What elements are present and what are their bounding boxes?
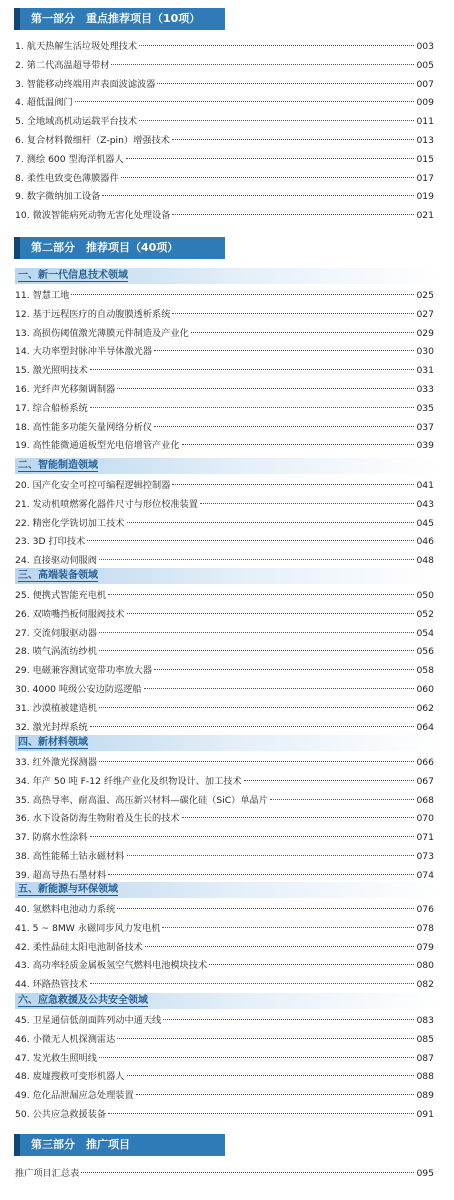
entry-title: 年产 50 吨 F-12 纤维产业化及织物设计、加工技术 — [32, 775, 242, 787]
entry-page-number: 007 — [416, 78, 434, 90]
entry-page-number: 064 — [416, 721, 434, 733]
dot-leader — [154, 669, 414, 670]
category-header — [15, 993, 439, 1009]
entry-title: 柔性晶硅太阳电池制备技术 — [32, 941, 143, 953]
entry-page-number: 046 — [416, 536, 434, 548]
entry-page-number: 073 — [416, 851, 434, 862]
toc-entry[interactable] — [15, 76, 434, 94]
dot-leader — [163, 1019, 414, 1020]
dot-leader — [139, 120, 414, 121]
entry-title: 高性能多功能矢量网络分析仪 — [32, 421, 153, 433]
entry-title: 智慧工地 — [32, 290, 70, 301]
dot-leader — [71, 294, 414, 295]
dot-leader — [111, 64, 414, 65]
toc-entry[interactable] — [15, 1050, 434, 1068]
entry-number: 2. — [15, 59, 24, 71]
dot-leader — [157, 83, 414, 84]
entry-page-number: 009 — [416, 97, 434, 109]
entry-title: 光纤声光移频调制器 — [32, 384, 116, 395]
toc-entry[interactable] — [15, 810, 434, 828]
dot-leader — [154, 350, 414, 351]
dot-leader — [200, 503, 414, 504]
toc-entry[interactable] — [15, 1031, 434, 1049]
entry-title: 超高导热石墨材料 — [32, 869, 107, 881]
dot-leader — [144, 688, 415, 689]
part-header-label: 第二部分 推荐项目（40项） — [31, 241, 179, 254]
entry-title: 综合船桥系统 — [32, 402, 88, 414]
entry-number: 26. — [15, 608, 30, 620]
entry-number: 35. — [15, 794, 30, 806]
entry-title: 红外激光探测器 — [32, 757, 97, 768]
entry-title: 推广项目汇总表 — [15, 1168, 80, 1179]
dot-leader — [99, 650, 415, 651]
entry-title: 便携式智能充电机 — [32, 590, 107, 601]
entry-page-number: 088 — [416, 1071, 434, 1083]
dot-leader — [182, 817, 415, 818]
category-header — [15, 458, 439, 474]
toc-entry[interactable] — [15, 306, 434, 324]
entry-title: 电磁兼容测试宽带功率放大器 — [32, 665, 153, 677]
toc-entry[interactable] — [15, 939, 434, 957]
entry-title: 交流伺服驱动器 — [32, 627, 97, 639]
dot-leader — [172, 214, 414, 215]
entry-page-number: 054 — [416, 627, 434, 639]
entry-number: 9. — [15, 191, 24, 203]
entry-page-number: 095 — [416, 1168, 434, 1179]
entry-title: 超低温阀门 — [26, 97, 73, 109]
entry-number: 19. — [15, 440, 30, 452]
toc-entry[interactable] — [15, 643, 434, 661]
entry-number: 38. — [15, 851, 30, 862]
entry-number: 12. — [15, 308, 30, 320]
toc-entry[interactable] — [15, 151, 434, 169]
toc-entry[interactable] — [15, 113, 434, 131]
entry-title: 高损伤阈值激光薄膜元件制造及产业化 — [32, 327, 189, 339]
dot-leader — [108, 594, 414, 595]
category-label: 三、高端装备领域 — [18, 570, 98, 581]
entry-title: 小微无人机探测雷达 — [32, 1033, 116, 1045]
toc-entry[interactable] — [15, 170, 434, 188]
entry-title: 沙漠植被建造机 — [32, 702, 97, 714]
toc-entry[interactable] — [15, 207, 434, 225]
dot-leader — [90, 836, 415, 837]
entry-number: 44. — [15, 979, 30, 991]
entry-number: 47. — [15, 1052, 30, 1064]
entry-title: 喷气涡流纺纱机 — [32, 646, 97, 658]
toc-entry[interactable] — [15, 533, 434, 551]
entry-title: 数字微纳加工设备 — [26, 191, 101, 203]
entry-number: 29. — [15, 665, 30, 677]
entry-page-number: 017 — [416, 172, 434, 184]
dot-leader — [127, 522, 415, 523]
entry-number: 43. — [15, 960, 30, 972]
entry-number: 32. — [15, 721, 30, 733]
entry-number: 30. — [15, 684, 30, 695]
dot-leader — [182, 444, 415, 445]
header-accent-block — [14, 1134, 20, 1156]
entry-title: 防腐水性涂料 — [32, 832, 88, 844]
entry-page-number: 070 — [416, 813, 434, 825]
entry-page-number: 011 — [416, 116, 434, 128]
entry-number: 42. — [15, 941, 30, 953]
dot-leader — [99, 1057, 415, 1058]
entry-title: 智能移动终端用声表面波滤波器 — [26, 78, 156, 90]
category-header — [15, 268, 439, 284]
toc-entry[interactable] — [15, 848, 434, 866]
entry-page-number: 062 — [416, 702, 434, 714]
dot-leader — [75, 101, 415, 102]
toc-entry[interactable] — [15, 515, 434, 533]
entry-page-number: 068 — [416, 794, 434, 806]
entry-page-number: 029 — [416, 327, 434, 339]
entry-title: 5 ~ 8MW 永磁同步风力发电机 — [32, 922, 161, 934]
entry-title: 卫星通信低剖面阵列动中通天线 — [32, 1015, 162, 1026]
entry-page-number: 019 — [416, 191, 434, 203]
entry-title: 微波智能病死动物无害化处理设备 — [32, 210, 171, 222]
toc-entry[interactable] — [15, 920, 434, 938]
dot-leader — [102, 195, 414, 196]
entry-page-number: 031 — [416, 365, 434, 377]
entry-number: 46. — [15, 1033, 30, 1045]
entry-number: 3. — [15, 78, 24, 90]
dot-leader — [127, 613, 415, 614]
category-label: 二、智能制造领域 — [18, 460, 98, 471]
entry-page-number: 078 — [416, 922, 434, 934]
entry-page-number: 015 — [416, 153, 434, 165]
entry-page-number: 085 — [416, 1033, 434, 1045]
dot-leader — [127, 1075, 415, 1076]
entry-title: 发动机喷燃雾化器件尺寸与形位校准装置 — [32, 498, 198, 510]
entry-title: 激光封焊系统 — [32, 721, 88, 733]
dot-leader — [127, 855, 415, 856]
entry-number: 39. — [15, 869, 30, 881]
entry-page-number: 048 — [416, 555, 434, 567]
entry-page-number: 027 — [416, 308, 434, 320]
dot-leader — [117, 1038, 414, 1039]
entry-title: 双喷嘴挡板伺服阀技术 — [32, 608, 125, 620]
dot-leader — [154, 426, 414, 427]
toc-entry[interactable] — [15, 754, 434, 772]
toc-entry[interactable] — [15, 325, 434, 343]
entry-number: 10. — [15, 210, 30, 222]
entry-number: 31. — [15, 702, 30, 714]
toc-entry[interactable] — [15, 132, 434, 150]
entry-title: 基于远程医疗的自动腹膜透析系统 — [32, 308, 171, 320]
header-accent-block — [14, 237, 20, 259]
entry-title: 高功率轻质金属板氢空气燃料电池模块技术 — [32, 960, 208, 972]
dot-leader — [117, 908, 414, 909]
category-label: 五、新能源与环保领域 — [18, 884, 118, 895]
dot-leader — [244, 780, 415, 781]
dot-leader — [209, 964, 414, 965]
entry-number: 48. — [15, 1071, 30, 1083]
entry-title: 航天热解生活垃圾处理技术 — [26, 41, 138, 52]
entry-number: 28. — [15, 646, 30, 658]
toc-entry[interactable] — [15, 625, 434, 643]
entry-number: 50. — [15, 1109, 30, 1120]
entry-number: 11. — [15, 290, 30, 301]
toc-entry[interactable] — [15, 400, 434, 418]
entry-title: 废墟搜救可变形机器人 — [32, 1071, 125, 1083]
entry-number: 22. — [15, 517, 30, 529]
dot-leader — [172, 484, 414, 485]
entry-page-number: 043 — [416, 498, 434, 510]
toc-entry[interactable] — [15, 381, 434, 399]
entry-number: 23. — [15, 536, 30, 548]
entry-page-number: 039 — [416, 440, 434, 452]
category-header — [15, 735, 439, 751]
toc-entry[interactable] — [15, 94, 434, 112]
toc-entry[interactable] — [15, 496, 434, 514]
toc-entry[interactable] — [15, 606, 434, 624]
entry-number: 41. — [15, 922, 30, 934]
dot-leader — [87, 540, 414, 541]
entry-title: 高性能微通道板型光电倍增管产业化 — [32, 440, 180, 452]
entry-title: 全地域高机动运载平台技术 — [26, 116, 138, 128]
toc-entry[interactable] — [15, 343, 434, 361]
toc-entry[interactable] — [15, 1165, 434, 1183]
dot-leader — [117, 388, 414, 389]
toc-entry[interactable] — [15, 188, 434, 206]
part-three-header — [15, 1134, 225, 1156]
entry-number: 33. — [15, 757, 30, 768]
entry-title: 第二代高温超导带材 — [26, 59, 110, 71]
entry-number: 13. — [15, 327, 30, 339]
entry-number: 18. — [15, 421, 30, 433]
part-one-header — [15, 8, 225, 30]
entry-title: 3D 打印技术 — [32, 536, 86, 548]
entry-number: 40. — [15, 904, 30, 915]
dot-leader — [191, 332, 415, 333]
toc-entry[interactable] — [15, 57, 434, 75]
dot-leader — [99, 559, 415, 560]
entry-title: 危化品泄漏应急处理装置 — [32, 1090, 134, 1102]
entry-number: 27. — [15, 627, 30, 639]
entry-title: 发光救生照明线 — [32, 1052, 97, 1064]
toc-entry[interactable] — [15, 901, 434, 919]
dot-leader — [99, 707, 415, 708]
toc-entry[interactable] — [15, 287, 434, 305]
entry-page-number: 037 — [416, 421, 434, 433]
entry-page-number: 003 — [416, 41, 434, 52]
entry-page-number: 025 — [416, 290, 434, 301]
dot-leader — [172, 313, 414, 314]
entry-title: 高性能稀土钴永磁材料 — [32, 851, 125, 862]
toc-entry[interactable] — [15, 362, 434, 380]
dot-leader — [90, 726, 415, 727]
entry-number: 20. — [15, 480, 30, 491]
part-header-label: 第三部分 推广项目 — [31, 1138, 130, 1151]
entry-number: 5. — [15, 116, 24, 128]
entry-number: 21. — [15, 498, 30, 510]
entry-title: 国产化安全可控可编程逻辑控制器 — [32, 480, 171, 491]
entry-number: 7. — [15, 153, 24, 165]
category-label: 四、新材料领域 — [18, 737, 88, 748]
dot-leader — [136, 1094, 415, 1095]
category-label: 一、新一代信息技术领域 — [18, 270, 128, 281]
toc-entry[interactable] — [15, 829, 434, 847]
entry-page-number: 045 — [416, 517, 434, 529]
toc-entry[interactable] — [15, 587, 434, 605]
toc-entry[interactable] — [15, 719, 434, 737]
entry-page-number: 089 — [416, 1090, 434, 1102]
toc-entry[interactable] — [15, 700, 434, 718]
category-header — [15, 568, 439, 584]
dot-leader — [99, 761, 415, 762]
entry-title: 环路热管技术 — [32, 979, 88, 991]
entry-page-number: 033 — [416, 384, 434, 395]
entry-title: 柔性电致变色薄膜器件 — [26, 172, 119, 184]
toc-entry[interactable] — [15, 1087, 434, 1105]
entry-page-number: 041 — [416, 480, 434, 491]
entry-page-number: 082 — [416, 979, 434, 991]
dot-leader — [121, 177, 415, 178]
dot-leader — [90, 369, 415, 370]
entry-page-number: 060 — [416, 684, 434, 695]
entry-page-number: 066 — [416, 757, 434, 768]
toc-entry[interactable] — [15, 38, 434, 56]
entry-title: 测绘 600 型海洋机器人 — [26, 153, 124, 165]
toc-entry[interactable] — [15, 1068, 434, 1086]
entry-number: 8. — [15, 172, 24, 184]
entry-title: 精密化学铣切加工技术 — [32, 517, 125, 529]
toc-entry[interactable] — [15, 792, 434, 810]
toc-entry[interactable] — [15, 437, 434, 455]
entry-number: 36. — [15, 813, 30, 825]
toc-entry[interactable] — [15, 681, 434, 699]
part-two-header — [15, 237, 225, 259]
entry-number: 34. — [15, 775, 30, 787]
entry-number: 25. — [15, 590, 30, 601]
entry-page-number: 056 — [416, 646, 434, 658]
entry-page-number: 030 — [416, 346, 434, 358]
entry-page-number: 080 — [416, 960, 434, 972]
entry-page-number: 071 — [416, 832, 434, 844]
toc-entry[interactable] — [15, 1012, 434, 1030]
entry-title: 直接驱动伺服阀 — [32, 555, 97, 567]
dot-leader — [90, 407, 415, 408]
entry-page-number: 013 — [416, 135, 434, 146]
dot-leader — [145, 946, 415, 947]
dot-leader — [162, 927, 414, 928]
dot-leader — [81, 1172, 414, 1173]
entry-title: 4000 吨级公安边防巡逻船 — [32, 684, 142, 695]
entry-number: 1. — [15, 41, 24, 52]
entry-number: 37. — [15, 832, 30, 844]
entry-number: 17. — [15, 402, 30, 414]
entry-page-number: 076 — [416, 904, 434, 915]
entry-title: 高热导率、耐高温、高压新兴材料—碳化硅（SiC）单晶片 — [32, 794, 268, 806]
entry-page-number: 005 — [416, 59, 434, 71]
entry-page-number: 052 — [416, 608, 434, 620]
entry-page-number: 058 — [416, 665, 434, 677]
entry-page-number: 087 — [416, 1052, 434, 1064]
toc-entry[interactable] — [15, 419, 434, 437]
header-accent-block — [14, 8, 20, 30]
entry-number: 6. — [15, 135, 24, 146]
entry-page-number: 035 — [416, 402, 434, 414]
entry-page-number: 074 — [416, 869, 434, 881]
entry-page-number: 083 — [416, 1015, 434, 1026]
toc-entry[interactable] — [15, 957, 434, 975]
category-header — [15, 882, 439, 898]
entry-page-number: 091 — [416, 1109, 434, 1120]
dot-leader — [172, 139, 415, 140]
dot-leader — [99, 632, 415, 633]
entry-number: 24. — [15, 555, 30, 567]
entry-number: 14. — [15, 346, 30, 358]
entry-title: 大功率塑封脉冲半导体激光器 — [32, 346, 153, 358]
dot-leader — [108, 1113, 414, 1114]
category-label: 六、应急救援及公共安全领域 — [18, 995, 148, 1006]
part-header-label: 第一部分 重点推荐项目（10项） — [31, 12, 201, 25]
entry-title: 水下设备防海生物附着及生长的技术 — [32, 813, 180, 825]
entry-number: 15. — [15, 365, 30, 377]
entry-number: 4. — [15, 97, 24, 109]
entry-page-number: 067 — [416, 775, 434, 787]
entry-page-number: 021 — [416, 210, 434, 222]
dot-leader — [270, 799, 415, 800]
toc-entry[interactable] — [15, 976, 434, 994]
entry-title: 公共应急救援装备 — [32, 1109, 107, 1120]
entry-title: 激光照明技术 — [32, 365, 88, 377]
entry-number: 45. — [15, 1015, 30, 1026]
toc-entry[interactable] — [15, 477, 434, 495]
dot-leader — [90, 983, 415, 984]
entry-page-number: 079 — [416, 941, 434, 953]
entry-page-number: 050 — [416, 590, 434, 601]
entry-title: 复合材料微细杆（Z-pin）增强技术 — [26, 135, 170, 146]
toc-entry[interactable] — [15, 773, 434, 791]
entry-number: 49. — [15, 1090, 30, 1102]
toc-entry[interactable] — [15, 662, 434, 680]
toc-entry[interactable] — [15, 1106, 434, 1124]
dot-leader — [126, 158, 415, 159]
dot-leader — [108, 874, 414, 875]
entry-title: 氢燃料电池动力系统 — [32, 904, 116, 915]
entry-number: 16. — [15, 384, 30, 395]
dot-leader — [139, 45, 414, 46]
